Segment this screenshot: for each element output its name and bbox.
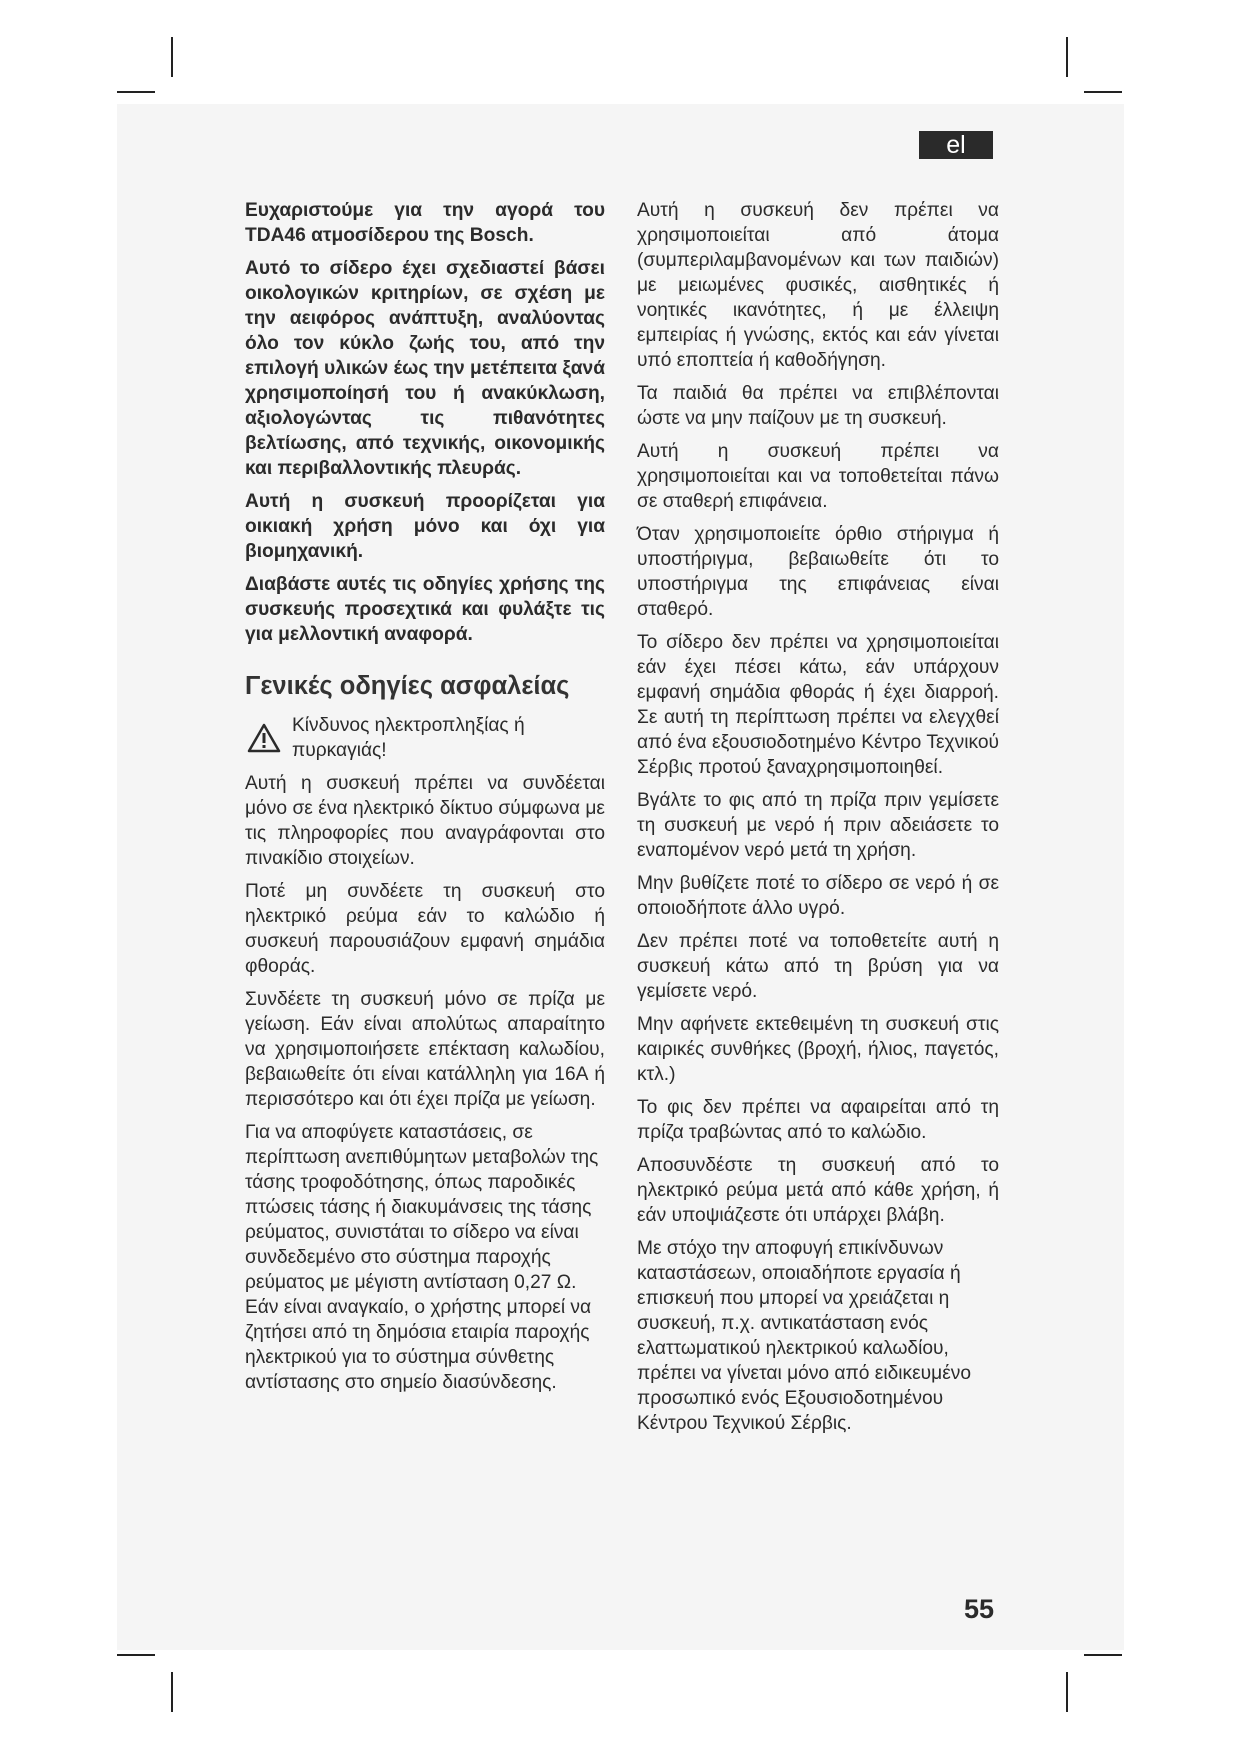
safety-paragraph: Το σίδερο δεν πρέπει να χρησιμοποιείται εάν έχει πέσει κάτω, εάν υπάρχουν εμφανή σημάδια φθοράς ή έχει διαρροή. Σε αυτή τη περίπτωση πρέπει να ελεγχθεί από ένα εξουσιοδοτημένο Κέντρο Τεχνικού Σέρβις προτού ξαναχρησιμοποιηθεί. <box>637 632 999 778</box>
safety-paragraph: Τα παιδιά θα πρέπει να επιβλέπονται ώστε να μην παίζουν με τη συσκευή. <box>637 383 999 429</box>
safety-paragraph: Δεν πρέπει ποτέ να τοποθετείτε αυτή η συσκευή κάτω από τη βρύση για να γεμίσετε νερό. <box>637 931 999 1002</box>
warning-notice <box>245 713 605 763</box>
intro-paragraph: Ευχαριστούμε για την αγορά του TDA46 ατμοσίδερου της Bosch. <box>245 200 605 246</box>
crop-mark-bottom-right-horizontal <box>1084 1654 1122 1656</box>
safety-paragraph: Βγάλτε το φις από τη πρίζα πριν γεμίσετε τη συσκευή με νερό ή πριν αδειάσετε το εναπομένον νερό μετά τη χρήση. <box>637 790 999 861</box>
safety-paragraph: Για να αποφύγετε καταστάσεις, σε περίπτωση ανεπιθύμητων μεταβολών της τάσης τροφοδότησης, όπως παροδικές πτώσεις τάσης ή διακυμάνσεις της τάσης ρεύματος, συνιστάται το σίδερο να είναι συνδεδεμένο στο σύστημα παροχής ρεύματος με μέγιστη αντίσταση 0,27 Ω. Εάν είναι αναγκαίο, ο χρήστης μπορεί να ζητήσει από τη δημόσια εταιρία παροχής ηλεκτρικού για το σύστημα σύνθετης αντίστασης στο σημείο διασύνδεσης. <box>245 1122 599 1393</box>
safety-paragraph: Συνδέετε τη συσκευή μόνο σε πρίζα με γείωση. Εάν είναι απολύτως απαραίτητο να χρησιμοποιήσετε επέκταση καλωδίου, βεβαιωθείτε ότι είναι κατάλληλη για 16A ή περισσότερο και ότι έχει πρίζα με γείωση. <box>245 989 605 1110</box>
language-badge: el <box>919 131 993 159</box>
warning-text: Κίνδυνος ηλεκτροπληξίας ή πυρκαγιάς! <box>292 715 525 761</box>
crop-mark-bottom-right-vertical <box>1066 1672 1068 1712</box>
intro-paragraph: Διαβάστε αυτές τις οδηγίες χρήσης της συσκευής προσεχτικά και φυλάξτε τις για μελλοντική αναφορά. <box>245 574 605 645</box>
safety-paragraph: Μην αφήνετε εκτεθειμένη τη συσκευή στις καιρικές συνθήκες (βροχή, ήλιος, παγετός, κτλ.) <box>637 1014 999 1085</box>
section-title: Γενικές οδηγίες ασφαλείας <box>245 672 570 700</box>
crop-mark-top-right-horizontal <box>1084 91 1122 93</box>
safety-paragraph: Αυτή η συσκευή πρέπει να χρησιμοποιείται και να τοποθετείται πάνω σε σταθερή επιφάνεια. <box>637 441 999 512</box>
page-number: 55 <box>963 1594 994 1624</box>
safety-paragraph: Ποτέ μη συνδέετε τη συσκευή στο ηλεκτρικό ρεύμα εάν το καλώδιο ή συσκευή παρουσιάζουν εμφανή σημάδια φθοράς. <box>245 881 605 977</box>
safety-paragraph: Αυτή η συσκευή πρέπει να συνδέεται μόνο σε ένα ηλεκτρικό δίκτυο σύμφωνα με τις πληροφορίες που αναγράφονται στο πινακίδιο στοιχείων. <box>245 773 605 869</box>
crop-mark-top-left-horizontal <box>117 91 155 93</box>
safety-paragraph: Με στόχο την αποφυγή επικίνδυνων καταστάσεων, οποιαδήποτε εργασία ή επισκευή που μπορεί να χρειάζεται η συσκευή, π.χ. αντικατάσταση ενός ελαττωματικού ηλεκτρικού καλωδίου, πρέπει να γίνεται μόνο από ειδικευμένο προσωπικό ενός Εξουσιοδοτημένου Κέντρου Τεχνικού Σέρβις. <box>637 1238 972 1434</box>
safety-paragraph: Αυτή η συσκευή δεν πρέπει να χρησιμοποιείται από άτομα (συμπεριλαμβανομένων και των παιδιών) με μειωμένες φυσικές, αισθητικές ή νοητικές ικανότητες, ή με έλλειψη εμπειρίας ή γνώσης, εκτός και εάν γίνεται υπό εποπτεία ή καθοδήγηση. <box>637 200 999 371</box>
crop-mark-top-left-vertical <box>171 37 173 77</box>
crop-mark-bottom-left-horizontal <box>117 1654 155 1656</box>
right-column <box>637 198 999 1444</box>
safety-paragraph: Μην βυθίζετε ποτέ το σίδερο σε νερό ή σε οποιοδήποτε άλλο υγρό. <box>637 873 999 919</box>
safety-paragraph: Όταν χρησιμοποιείτε όρθιο στήριγμα ή υποστήριγμα, βεβαιωθείτε ότι το υποστήριγμα της επιφάνειας είναι σταθερό. <box>637 524 999 620</box>
warning-triangle-icon <box>247 723 281 753</box>
intro-paragraph: Αυτό το σίδερο έχει σχεδιαστεί βάσει οικολογικών κριτηρίων, σε σχέση με την αειφόρος ανάπτυξη, αναλύοντας όλο τον κύκλο ζωής του, από την επιλογή υλικών έως την μετέπειτα ξανά χρησιμοποίησή του ή ανακύκλωση, αξιολογώντας τις πιθανότητες βελτίωσης, από τεχνικής, οικονομικής και περιβαλλοντικής πλευράς. <box>245 258 605 479</box>
safety-paragraph: Το φις δεν πρέπει να αφαιρείται από τη πρίζα τραβώντας από το καλώδιο. <box>637 1097 999 1143</box>
crop-mark-top-right-vertical <box>1066 37 1068 77</box>
left-column <box>245 198 605 1403</box>
safety-paragraph: Αποσυνδέστε τη συσκευή από το ηλεκτρικό ρεύμα μετά από κάθε χρήση, ή εάν υποψιάζεστε ότι υπάρχει βλάβη. <box>637 1155 999 1226</box>
crop-mark-bottom-left-vertical <box>171 1672 173 1712</box>
intro-paragraph: Αυτή η συσκευή προορίζεται για οικιακή χρήση μόνο και όχι για βιομηχανική. <box>245 491 605 562</box>
